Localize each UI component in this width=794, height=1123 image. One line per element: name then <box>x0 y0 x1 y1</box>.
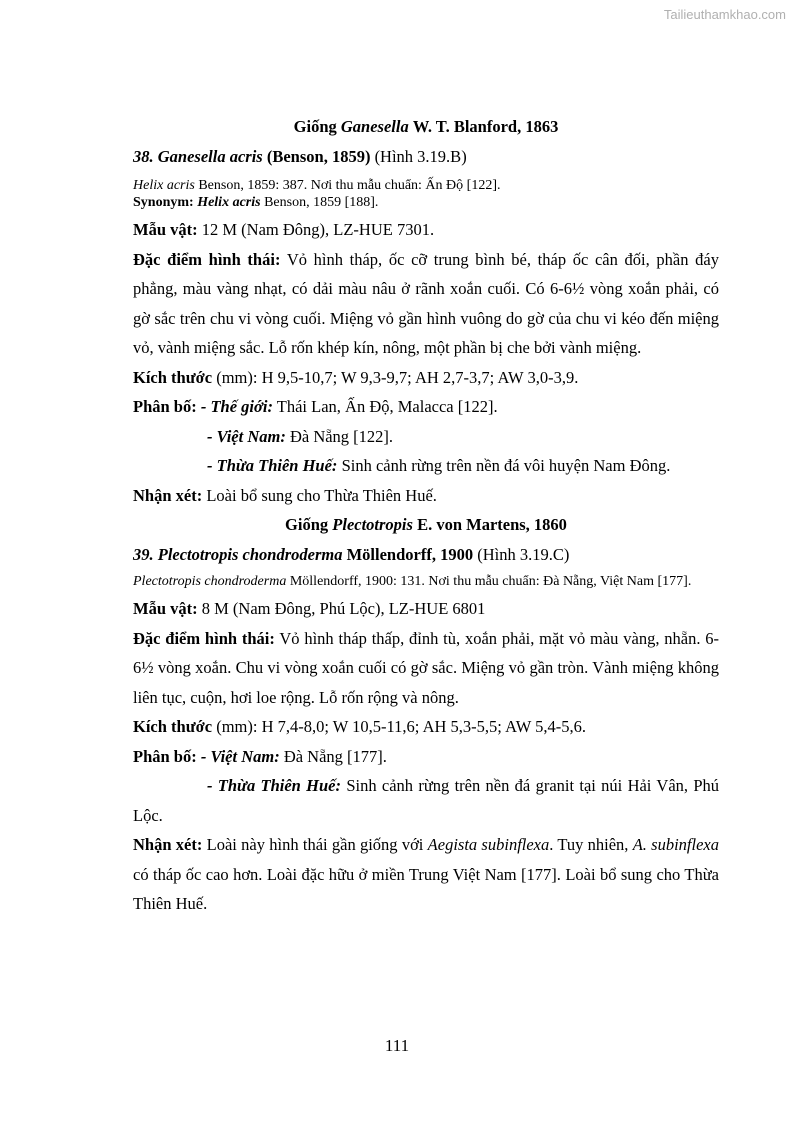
species-author: Möllendorff, 1900 <box>346 544 474 564</box>
specimen-line: Mẫu vật: 12 M (Nam Đông), LZ-HUE 7301. <box>133 220 435 239</box>
genus-name: Plectotropis <box>332 515 413 534</box>
reference-line: Helix acris Benson, 1859: 387. Nơi thu mẫu chuẩn: Ấn Độ [122]. <box>133 178 501 193</box>
genus-name: Ganesella <box>340 117 409 136</box>
distribution-vietnam: - Việt Nam: Đà Nẵng [122]. <box>207 426 394 446</box>
species-heading-39 <box>133 540 719 570</box>
synonym-line: Synonym: Helix acris Benson, 1859 [188]. <box>133 195 379 210</box>
document-body <box>133 112 719 919</box>
figure-ref: (Hình 3.19.C) <box>477 544 570 564</box>
size-line: Kích thước (mm): H 9,5-10,7; W 9,3-9,7; AH 2,7-3,7; AW 3,0-3,9. <box>133 367 579 387</box>
genus-prefix: Giống <box>293 117 337 136</box>
species-heading-38 <box>133 142 719 172</box>
genus-heading-ganesella <box>133 112 719 142</box>
species-number-name: 38. Ganesella acris <box>133 146 263 166</box>
page-number: 111 <box>384 1036 410 1055</box>
figure-ref: (Hình 3.19.B) <box>374 146 467 166</box>
species-author: (Benson, 1859) <box>266 146 371 166</box>
genus-prefix: Giống <box>285 515 329 534</box>
species-number-name: 39. Plectotropis chondroderma <box>133 544 343 564</box>
specimen-line: Mẫu vật: 8 M (Nam Đông, Phú Lộc), LZ-HUE 6801 <box>133 599 486 618</box>
genus-heading-plectotropis <box>133 510 719 540</box>
remark-line: Nhận xét: Loài bổ sung cho Thừa Thiên Huế. <box>133 485 437 505</box>
distribution-thua-thien-hue: - Thừa Thiên Huế: Sinh cảnh rừng trên nền đá granit tại núi Hải Vân, Phú Lộc. <box>133 776 720 825</box>
morphology-paragraph: Đặc điểm hình thái: Vỏ hình tháp, ốc cỡ trung bình bé, tháp ốc cân đối, phần đáy phẳng, màu vàng nhạt, có dải màu nâu ở rãnh xoắn cuối. Có 6-6½ vòng xoắn phải, có gờ sắc trên chu vi vòng cuối. Miệng vỏ gần hình vuông do gờ của chu vi kéo đến miệng vỏ, vành miệng sắc. Lỗ rốn khép kín, nông, một phần bị che bởi vành miệng. <box>133 249 719 357</box>
distribution-thua-thien-hue: - Thừa Thiên Huế: Sinh cảnh rừng trên nền đá vôi huyện Nam Đông. <box>207 456 671 475</box>
size-line: Kích thước (mm): H 7,4-8,0; W 10,5-11,6; AH 5,3-5,5; AW 5,4-5,6. <box>133 717 586 736</box>
reference-line: Plectotropis chondroderma Möllendorff, 1900: 131. Nơi thu mẫu chuẩn: Đà Nẵng, Việt Nam [177]. <box>133 574 692 589</box>
distribution-world: Phân bố: - Thế giới: Thái Lan, Ấn Độ, Malacca [122]. <box>133 397 498 416</box>
genus-author: E. von Martens, 1860 <box>417 515 567 534</box>
morphology-paragraph: Đặc điểm hình thái: Vỏ hình tháp thấp, đỉnh tù, xoắn phải, mặt vỏ màu vàng, nhẵn. 6-6½ vòng xoắn. Chu vi vòng xoắn cuối có gờ sắc. Miệng vỏ gần tròn. Vành miệng không liên tục, cuộn, hơi loe rộng. Lỗ rốn rộng và nông. <box>133 628 719 707</box>
distribution-vietnam: Phân bố: - Việt Nam: Đà Nẵng [177]. <box>133 746 387 766</box>
remark-paragraph: Nhận xét: Loài này hình thái gần giống với Aegista subinflexa. Tuy nhiên, A. subinflexa có tháp ốc cao hơn. Loài đặc hữu ở miền Trung Việt Nam [177]. Loài bổ sung cho Thừa Thiên Huế. <box>133 835 720 913</box>
watermark: Tailieuthamkhao.com <box>663 7 786 22</box>
genus-author: W. T. Blanford, 1863 <box>412 117 559 136</box>
